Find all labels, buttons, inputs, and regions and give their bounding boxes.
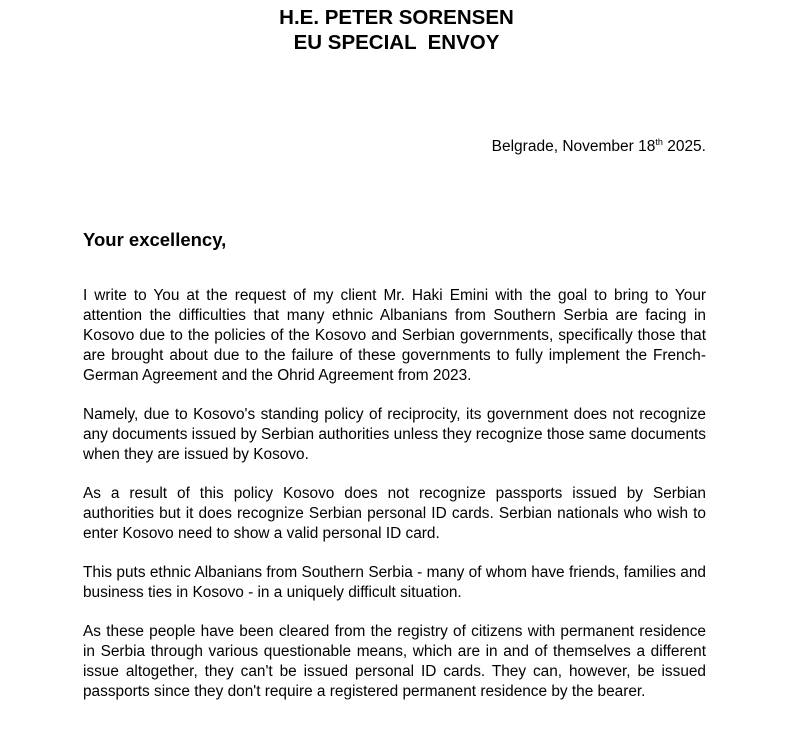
letter-date: [492, 137, 706, 157]
paragraph: As a result of this policy Kosovo does not recognize passports issued by Serbian authorities but it does recognize Serbian personal ID cards. Serbian nationals who wish to enter Kosovo need to show a valid personal ID card.: [83, 485, 706, 542]
paragraph: I write to You at the request of my client Mr. Haki Emini with the goal to bring to Your attention the difficulties that many ethnic Albanians from Southern Serbia are facing in Kosovo due to the policies of the Kosovo and Serbian governments, specifically those that are brought about due to the failure of these governments to fully implement the French-German Agreement and the Ohrid Agreement from 2023.: [83, 287, 706, 384]
date-year: 2025.: [662, 138, 706, 155]
letter-body: [83, 286, 706, 721]
recipient-title: EU SPECIAL ENVOY: [293, 31, 500, 54]
paragraph: As these people have been cleared from the registry of citizens with permanent residence in Serbia through various questionable means, which are in and of themselves a different issue altogether, they can't be issued personal ID cards. They can, however, be issued passports since they don't require a registered permanent residence by the bearer.: [83, 623, 706, 700]
paragraph: Namely, due to Kosovo's standing policy of reciprocity, its government does not recognize any documents issued by Serbian authorities unless they recognize those same documents when they are issued by Kosovo.: [83, 406, 706, 463]
date-prefix: Belgrade, November 18: [491, 138, 656, 155]
date-ordinal-suffix: th: [655, 137, 663, 147]
letter-header: [0, 5, 793, 55]
salutation: Your excellency,: [83, 229, 227, 250]
recipient-name: H.E. PETER SORENSEN: [279, 6, 514, 29]
paragraph: This puts ethnic Albanians from Southern Serbia - many of whom have friends, families and business ties in Kosovo - in a uniquely difficult situation.: [83, 564, 706, 601]
